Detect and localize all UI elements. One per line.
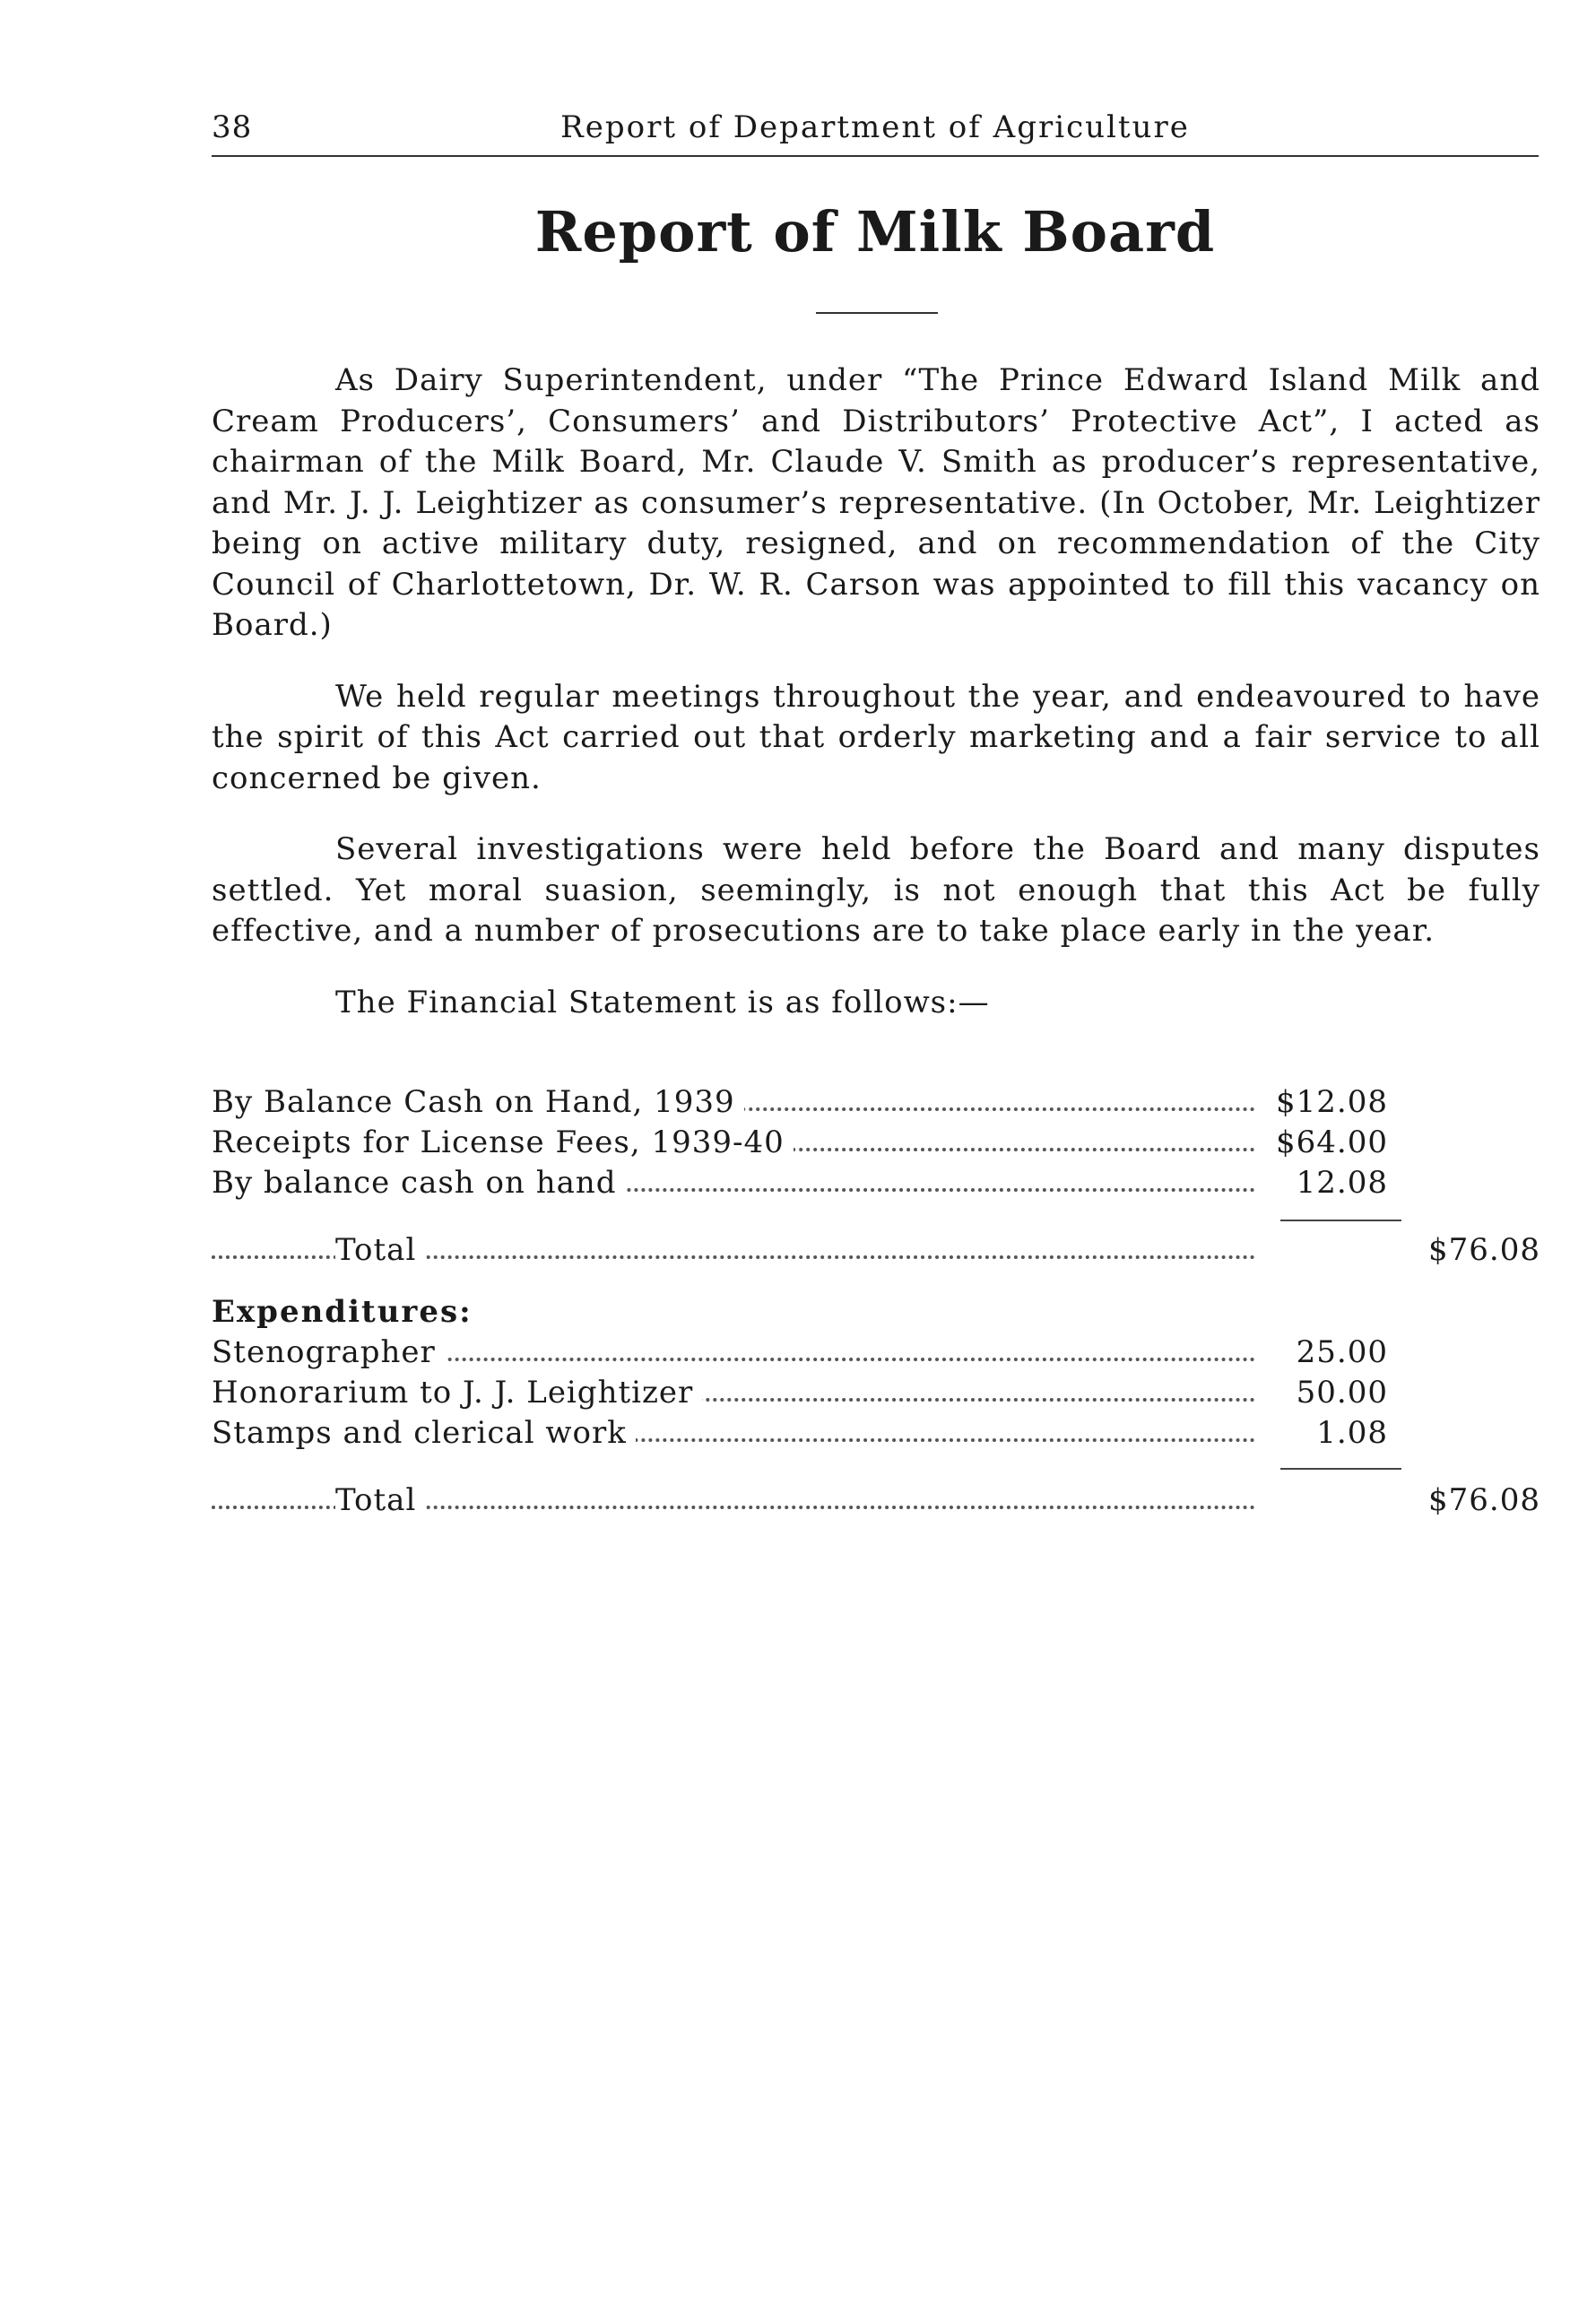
expenditure-label: Stenographer [212, 1333, 445, 1373]
receipts-total-label: Total [335, 1230, 425, 1271]
paragraph-investigations: Several investigations were held before the Board and many disputes settled. Yet moral suasion, seemingly, is not enough that this Act be fully effective, and a number of prosecutions are to take place early in the year. [212, 831, 1540, 949]
expenditures-total-amount: $76.08 [1428, 1482, 1540, 1518]
receipt-amount: 12.08 [1296, 1165, 1388, 1201]
report-body [212, 360, 1540, 1050]
receipts-sum-rule [1280, 1220, 1401, 1221]
running-header [212, 100, 1539, 154]
expenditure-amount: 1.08 [1316, 1415, 1388, 1451]
expenditures-heading: Expenditures: [212, 1292, 481, 1333]
sum-rule-row [212, 1203, 1540, 1230]
expenditures-total-row [212, 1480, 1540, 1521]
expenditure-row [212, 1373, 1540, 1413]
expenditure-label: Honorarium to J. J. Leightizer [212, 1373, 702, 1413]
title-rule [816, 312, 938, 314]
sum-rule-row [212, 1454, 1540, 1480]
header-title: Report of Department of Agriculture [560, 109, 1190, 145]
receipt-amount: $12.08 [1276, 1084, 1388, 1120]
expenditures-sum-rule [1280, 1468, 1401, 1470]
report-title: Report of Milk Board [534, 199, 1216, 265]
receipt-label: Receipts for License Fees, 1939-40 [212, 1123, 794, 1163]
financial-statement [212, 1082, 1540, 1521]
expenditure-row [212, 1333, 1540, 1373]
receipt-label: By Balance Cash on Hand, 1939 [212, 1082, 744, 1123]
receipt-amount: $64.00 [1276, 1124, 1388, 1160]
expenditures-heading-row [212, 1292, 1540, 1333]
receipt-row [212, 1082, 1540, 1123]
expenditure-label: Stamps and clerical work [212, 1413, 636, 1454]
receipt-label: By balance cash on hand [212, 1163, 626, 1203]
expenditure-row [212, 1413, 1540, 1454]
receipts-total-amount: $76.08 [1428, 1232, 1540, 1268]
receipts-total-row [212, 1230, 1540, 1271]
expenditure-amount: 25.00 [1296, 1334, 1388, 1370]
expenditures-total-label: Total [335, 1480, 425, 1521]
page-number: 38 [212, 109, 253, 145]
paragraph-meetings: We held regular meetings throughout the year, and endeavoured to have the spirit of this Act carried out that orderly marketing and a fair service to all concerned be given. [212, 678, 1540, 796]
receipt-row [212, 1163, 1540, 1203]
paragraph-financial-intro: The Financial Statement is as follows:— [335, 984, 990, 1020]
header-rule [212, 155, 1539, 157]
paragraph-intro: As Dairy Superintendent, under “The Prince Edward Island Milk and Cream Producers’, Consumers’ and Distributors’ Protective Act”, I acted as chairman of the Milk Board, Mr. Claude V. Smith as producer’s representative, and Mr. J. J. Leightizer as consumer’s representative. (In October, Mr. Leightizer being on active military duty, resigned, and on recommendation of the City Council of Charlottetown, Dr. W. R. Carson was appointed to fill this vacancy on Board.) [212, 362, 1540, 643]
expenditure-amount: 50.00 [1296, 1375, 1388, 1411]
receipt-row [212, 1123, 1540, 1163]
